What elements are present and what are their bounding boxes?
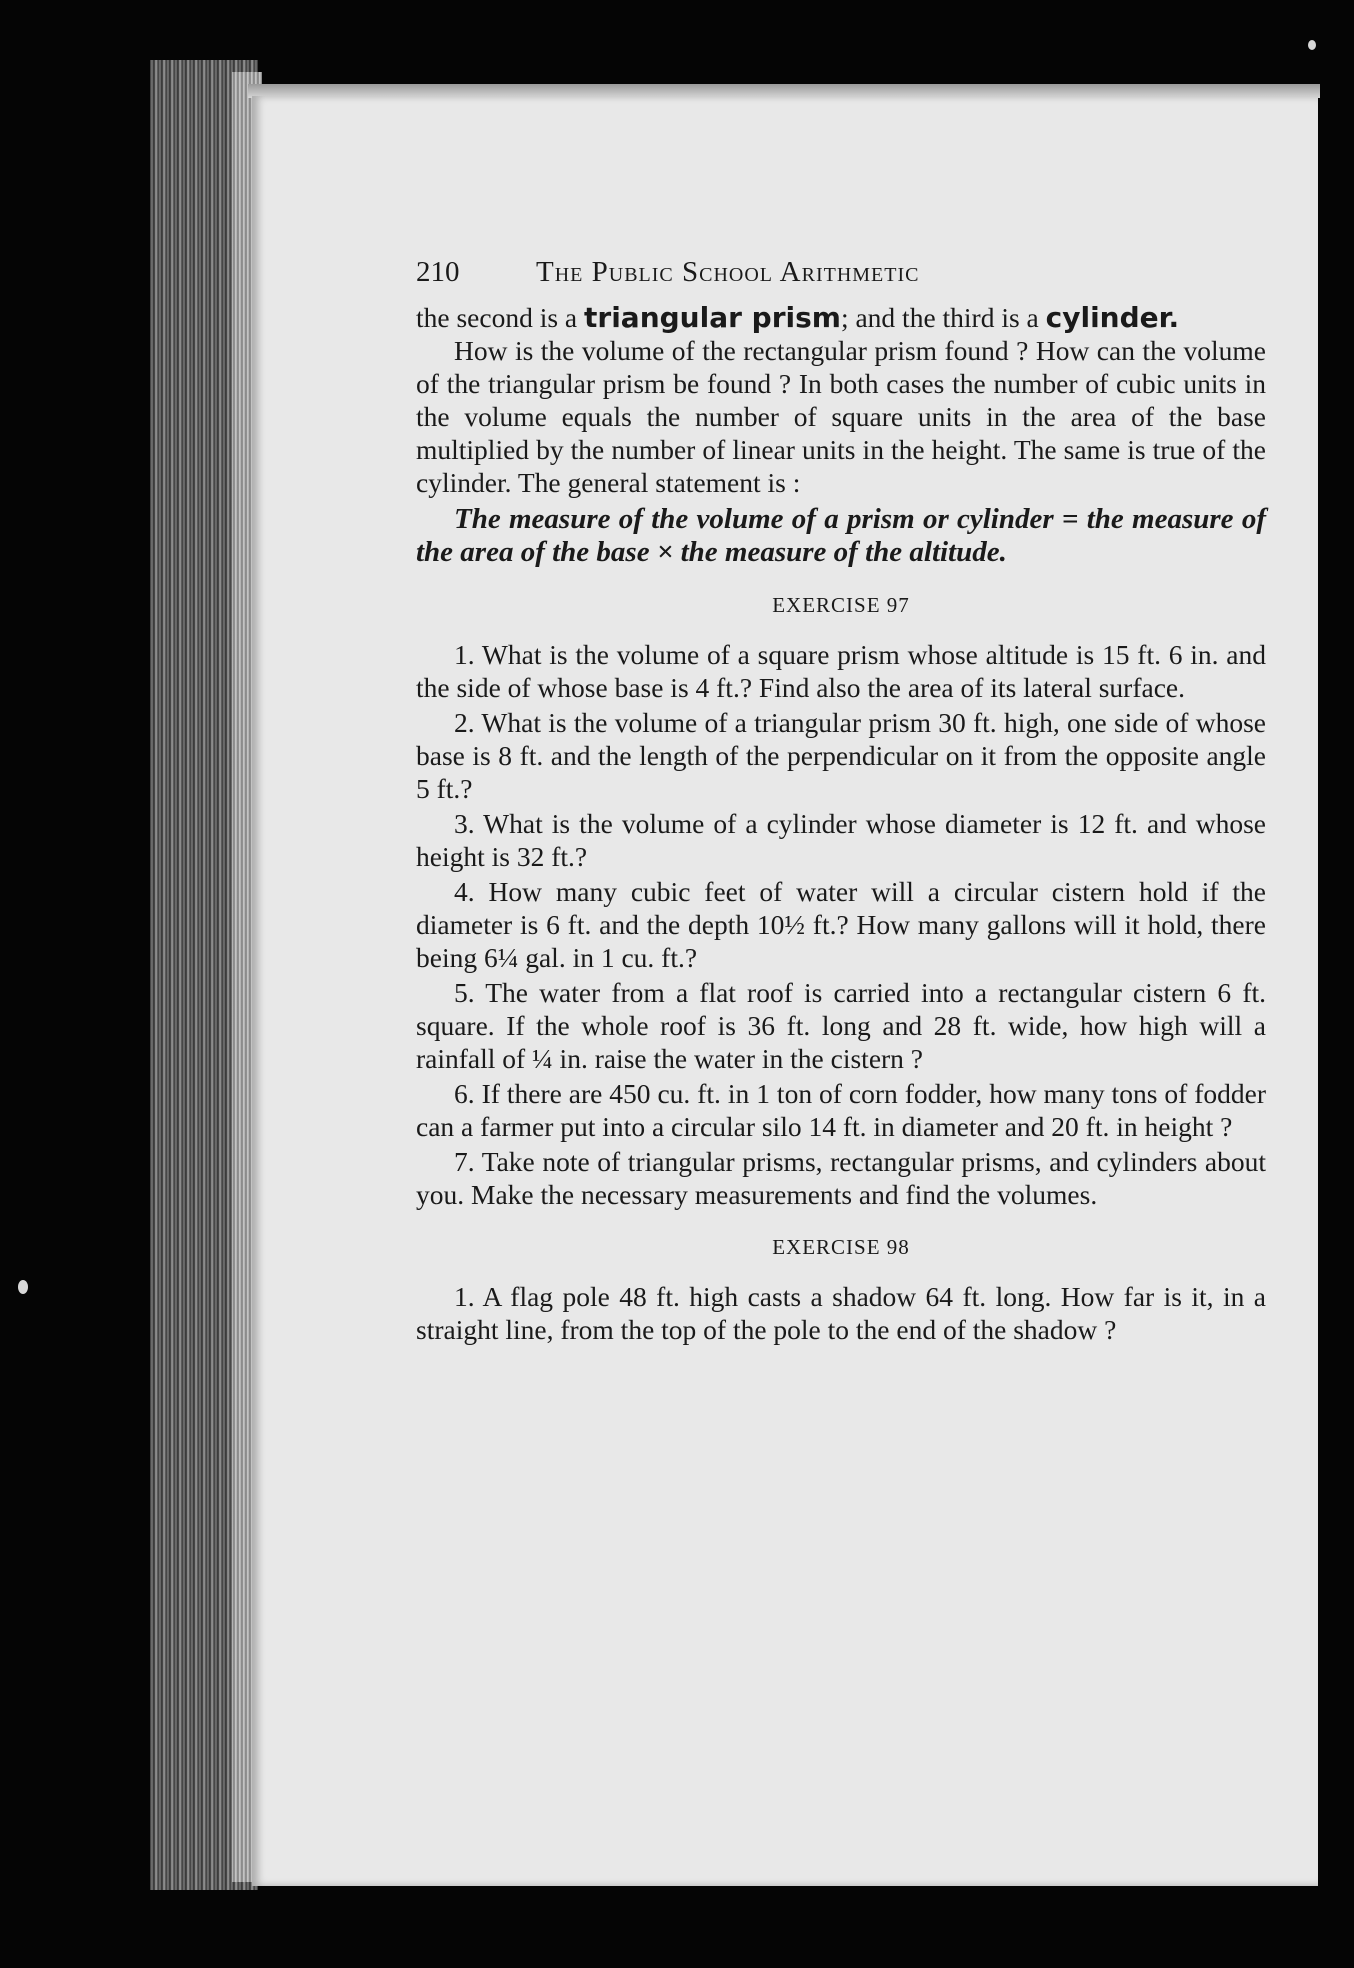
exercise-98-heading: EXERCISE 98 (772, 1235, 910, 1259)
page-number: 210 (416, 256, 460, 288)
exercise-98-problem: 1. A flag pole 48 ft. high casts a shadow 64 ft. long. How far is it, in a straight line, from the top of the pole to the end of the shadow ? (416, 1281, 1266, 1345)
body-paragraph: How is the volume of the rectangular prism found ? How can the volume of the triangular prism be found ? In both cases the number of cubic units in the volume equals the number of square units in the area of the base multiplied by the number of linear units in the height. The same is true of the cylinder. The general statement is : (416, 335, 1266, 498)
term-triangular-prism: triangular prism (584, 301, 841, 334)
page-content (416, 256, 1266, 1348)
exercise-97-heading: EXERCISE 97 (772, 593, 910, 617)
exercise-97-problem: 6. If there are 450 cu. ft. in 1 ton of corn fodder, how many tons of fodder can a farmer put into a circular silo 14 ft. in diameter and 20 ft. in height ? (416, 1078, 1266, 1142)
exercise-97-problem: 5. The water from a flat roof is carried into a rectangular cistern 6 ft. square. If the whole roof is 36 ft. long and 28 ft. wide, how high will a rainfall of ¼ in. raise the water in the cistern ? (416, 977, 1266, 1074)
running-head (416, 256, 1266, 289)
exercise-97-problem: 4. How many cubic feet of water will a circular cistern hold if the diameter is 6 ft. and the depth 10½ ft.? How many gallons will it hold, there being 6¼ gal. in 1 cu. ft.? (416, 876, 1266, 973)
dust-speck (18, 1280, 28, 1294)
exercise-97-problem: 2. What is the volume of a triangular prism 30 ft. high, one side of whose base is 8 ft. and the length of the perpendicular on it from the opposite angle 5 ft.? (416, 707, 1266, 804)
exercise-97-problem: 1. What is the volume of a square prism whose altitude is 15 ft. 6 in. and the side of whose base is 4 ft.? Find also the area of its lateral surface. (416, 639, 1266, 703)
intro-text-1: the second is a (416, 302, 585, 333)
running-title: The Public School Arithmetic (536, 256, 920, 288)
term-cylinder: cylinder. (1045, 301, 1180, 334)
general-statement: The measure of the volume of a prism or cylinder = the measure of the area of the base × the measure of the altitude. (416, 503, 1266, 568)
dust-speck (1308, 40, 1316, 50)
exercise-97-problem: 7. Take note of triangular prisms, rectangular prisms, and cylinders about you. Make the necessary measurements and find the volumes. (416, 1146, 1266, 1210)
intro-text-2: ; and the third is a (840, 302, 1046, 333)
exercise-97-problem: 3. What is the volume of a cylinder whose diameter is 12 ft. and whose height is 32 ft.? (416, 808, 1266, 872)
intro-line (416, 301, 1266, 334)
